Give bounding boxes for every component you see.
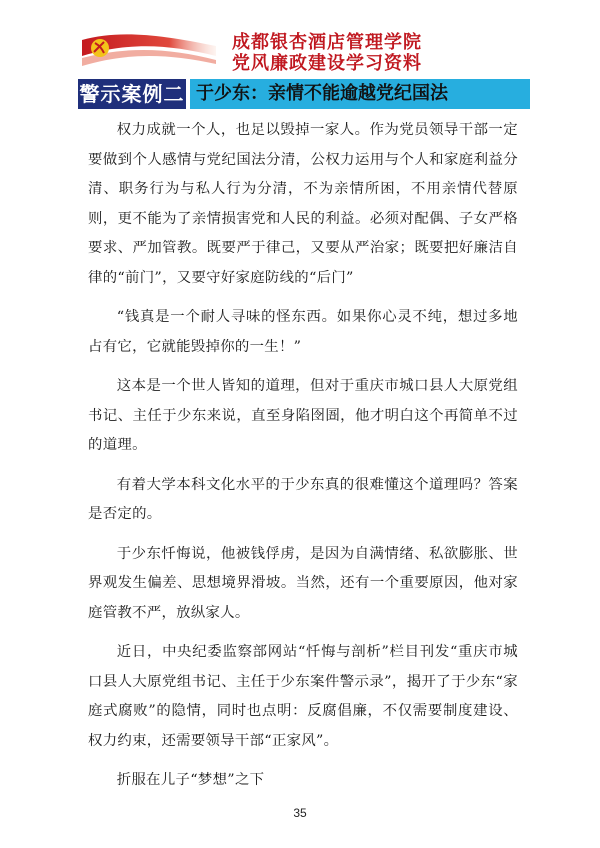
subheading: 折服在儿子“梦想”之下 [116,772,265,788]
party-emblem-flag-icon [78,30,218,74]
banner-divider [186,79,190,109]
page-number: 35 [293,806,307,820]
case-title: 于少东：亲情不能逾越党纪国法 [196,83,448,104]
paragraph: 于少东忏悔说，他被钱俘虏，是因为自满情绪、私欲膨胀、世界观发生偏差、思想境界滑坡。当然，还有一个重要原因，他对家庭管教不严，放纵家人。 [88,545,518,621]
section-banner [78,79,530,109]
case-tag: 警示案例二 [78,79,186,109]
article-body [88,116,518,806]
paragraph: “钱真是一个耐人寻味的怪东西。如果你心灵不纯，想过多地占有它，它就能毁掉你的一生！” [88,309,518,355]
page-header [0,0,600,80]
header-title-line2: 党风廉政建设学习资料 [232,53,422,74]
paragraph: 权力成就一个人，也足以毁掉一家人。作为党员领导干部一定要做到个人感情与党纪国法分清，公权力运用与个人和家庭利益分清、职务行为与私人行为分清，不为亲情所困，不用亲情代替原则，更不能为了亲情损害党和人民的利益。必须对配偶、子女严格要求、严加管教。既要严于律己，又要从严治家；既要把好廉洁自律的“前门”，又要守好家庭防线的“后门” [88,122,518,286]
paragraph: 有着大学本科文化水平的于少东真的很难懂这个道理吗？答案是否定的。 [88,476,518,522]
paragraph: 近日，中央纪委监察部网站“忏悔与剖析”栏目刊发“重庆市城口县人大原党组书记、主任于少东案件警示录”，揭开了于少东“家庭式腐败”的隐情，同时也点明：反腐倡廉，不仅需要制度建设、权力约束，还需要领导干部“正家风”。 [88,644,518,749]
header-title-line1: 成都银杏酒店管理学院 [232,32,422,53]
header-title [232,32,422,74]
paragraph: 这本是一个世人皆知的道理，但对于重庆市城口县人大原党组书记、主任于少东来说，直至身陷囹圄，他才明白这个再简单不过的道理。 [88,378,518,453]
